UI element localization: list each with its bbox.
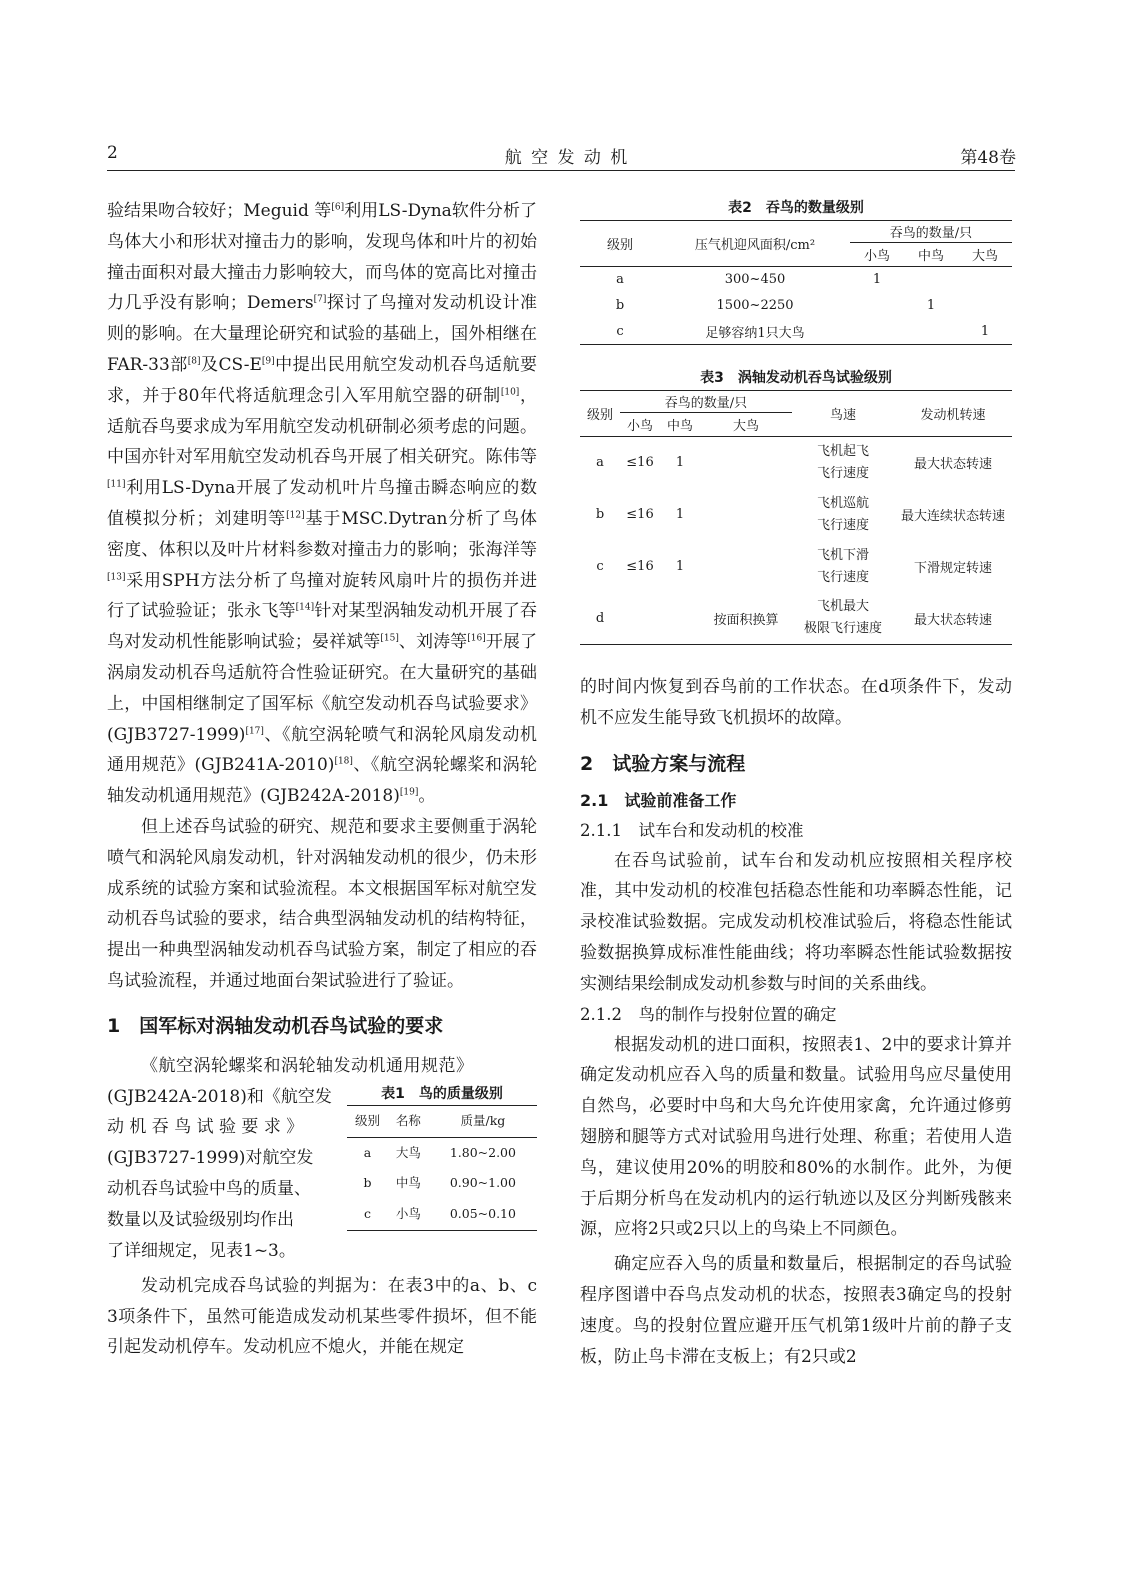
table-2-cell: 1 [926,298,936,313]
table-1-cell: c [363,1206,371,1222]
intro-text-run: 。 [418,786,436,807]
section-2-1-1-heading: 2.1.1 试车台和发动机的校准 [580,820,804,840]
left-column [107,196,537,1363]
paragraph-criteria-continued: 的时间内恢复到吞鸟前的工作状态。在d项条件下，发动机不应发生能导致飞机损坏的故障。 [580,677,1012,728]
table-2-cell: 1 [872,272,882,288]
table-3-cell: ≤16 [626,507,654,522]
table-1-header-level: 级别 [354,1112,380,1128]
table-3-cell: 1 [675,559,685,574]
table-2-cell [850,319,904,345]
citation-marker: [8] [187,356,201,367]
standards-line-1: 《航空涡轮螺桨和涡轮轴发动机通用规范》 [141,1055,474,1076]
section-2-heading: 2 试验方案与流程 [580,752,746,775]
table-1-header-mass: 质量/kg [460,1112,506,1128]
bird-speed-line-1: 飞机最大 [816,599,869,615]
table-2-cell [850,293,904,319]
table-2-cell: 1500~2250 [716,298,794,313]
table-3-header-speed: 鸟速 [792,391,894,437]
intro-text-run: ，适航吞鸟要求成为军用航空发动机研制必须考虑的问题。中国亦针对军用航空发动机吞鸟开展了相关研究。陈伟等 [107,385,538,468]
table-3-cell [700,437,792,489]
table-3-cell [792,593,894,645]
paragraph-criteria: 发动机完成吞鸟试验的判据为：在表3中的a、b、c 3项条件下，虽然可能造成发动机某些零件损坏，但不能引起发动机停车。发动机应不熄火，并能在规定 [107,1275,537,1358]
table-3-header-count: 吞鸟的数量/只 [620,391,792,413]
table-2-header-count: 吞鸟的数量/只 [850,221,1012,243]
table-2-cell [904,319,958,345]
table-3-cell: 最大连续状态转速 [900,509,1005,524]
table-1-cell: 1.80~2.00 [449,1144,516,1160]
table-3-cell: 下滑规定转速 [913,561,992,576]
table-3-cell: d [595,610,605,626]
table-1-caption: 表1 鸟的质量级别 [381,1085,503,1102]
table-2-cell [958,267,1012,293]
table-3-cell [792,541,894,593]
citation-marker: [18] [334,756,353,767]
intro-text-run: 利用LS-Dyna软件分析了鸟体大小和形状对撞击力的影响，发现鸟体和叶片的初始撞击面积对最大撞击力影响较大，而鸟体的宽高比对撞击力几乎没有影响；Demers [107,201,537,314]
paragraph-standards [107,1051,537,1267]
table-2 [580,196,1012,345]
citation-marker: [15] [380,633,399,644]
table-3-cell: ≤16 [626,559,654,574]
citation-marker: [10] [500,387,520,398]
table-3-header-medium: 中鸟 [666,419,693,434]
table-1-header-name: 名称 [395,1112,421,1128]
table-3-cell [700,489,792,541]
standards-line-6: 数量以及试验级别均作出 [107,1209,294,1230]
table-3-caption: 表3 涡轴发动机吞鸟试验级别 [700,370,892,386]
citation-marker: [11] [107,479,126,490]
table-2-header-large: 大鸟 [971,249,998,264]
standards-line-7: 了详细规定，见表1~3。 [107,1240,296,1261]
table-2-cell [958,293,1012,319]
table-2-header-area: 压气机迎风面积/cm² [660,221,850,267]
table-3-cell [792,489,894,541]
table-1-cell: a [363,1144,372,1160]
table-2-cell: c [616,323,624,339]
intro-text-run: 探讨了鸟撞对发动机设计准则的影响。在大量理论研究和试验的基础上，国外相继在FAR-33部 [107,293,538,375]
table-3-grid [580,390,1012,645]
intro-text-run: 、《航空涡轮螺桨和涡轮轴发动机通用规范》(GJB242A-2018) [107,755,538,807]
citation-marker: [16] [467,633,486,644]
standards-line-5: 动机吞鸟试验中鸟的质量、 [107,1178,311,1199]
intro-text-run: 针对某型涡轴发动机开展了吞鸟对发动机性能影响试验；晏祥斌等 [107,601,538,653]
header-rule [107,170,1015,171]
citation-marker: [6] [331,202,345,213]
table-1-cell: 0.90~1.00 [449,1175,516,1191]
standards-line-3: 动 机 吞 鸟 试 验 要 求 》 [107,1117,304,1138]
table-2-header-level: 级别 [580,221,660,267]
table-1-grid [347,1105,537,1231]
table-2-header-small: 小鸟 [863,249,890,264]
table-3-cell [792,437,894,489]
intro-text-run: 、刘涛等 [398,632,468,653]
intro-text-run: 验结果吻合较好；Meguid 等 [107,201,332,221]
right-column [580,672,1012,1372]
page-number: 2 [107,143,118,163]
table-1-cell: 0.05~0.10 [449,1206,516,1222]
bird-speed-line-1: 飞机巡航 [816,495,869,511]
intro-text-run: 开展了涡扇发动机吞鸟适航符合性验证研究。在大量研究的基础上，中国相继制定了国军标《航空发动机吞鸟试验要求》(GJB3727-1999) [107,632,538,745]
citation-marker: [7] [313,294,327,305]
citation-marker: [13] [107,571,126,582]
intro-text-run: 利用LS-Dyna开展了发动机叶片鸟撞击瞬态响应的数值模拟分析；刘建明等 [107,478,537,529]
table-1 [347,1083,537,1231]
bird-speed-line-1: 飞机起飞 [816,443,869,459]
table-3-cell: 按面积换算 [713,612,779,628]
table-1-cell: 中鸟 [395,1175,421,1191]
table-3-header-small: 小鸟 [626,419,653,434]
table-3-cell: 1 [675,507,685,522]
table-1-cell: 大鸟 [395,1144,421,1160]
paragraph-bird-preparation: 根据发动机的进口面积，按照表1、2中的要求计算并确定发动机应吞入鸟的质量和数量。试验用鸟应尽量使用自然鸟，必要时中鸟和大鸟允许使用家禽，允许通过修剪翅膀和腿等方式对试验用鸟进行处理、称重；若使用人造鸟，建议使用20%的明胶和80%的水制作。此外，为便于后期分析鸟在发动机内的运行轨迹以及区分判断残骸来源，应将2只或2只以上的鸟染上不同颜色。 [580,1034,1012,1240]
paragraph-launch-position: 确定应吞入鸟的质量和数量后，根据制定的吞鸟试验程序图谱中吞鸟点发动机的状态，按照表3确定鸟的投射速度。鸟的投射位置应避开压气机第1级叶片前的静子支板，防止鸟卡滞在支板上；有2只或2 [580,1254,1012,1367]
bird-speed-line-2: 飞行速度 [816,517,869,533]
table-3-cell: 最大状态转速 [913,612,992,628]
intro-text-run: 及CS-E [200,354,262,375]
table-3-cell: 1 [675,455,685,471]
table-3-cell [700,541,792,593]
table-2-cell: 300~450 [724,272,786,288]
intro-text-run: 、《航空涡轮喷气和涡轮风扇发动机通用规范》(GJB241A-2010) [107,724,537,776]
table-3-cell: a [596,455,604,471]
paragraph-motivation: 但上述吞鸟试验的研究、规范和要求主要侧重于涡轮喷气和涡轮风扇发动机，针对涡轴发动机的很少，仍未形成系统的试验方案和试验流程。本文根据国军标对航空发动机吞鸟试验的要求，结合典型涡轴发动机的结构特征，提出一种典型涡轴发动机吞鸟试验方案，制定了相应的吞鸟试验流程，并通过地面台架试验进行了验证。 [107,816,537,991]
standards-line-4: (GJB3727-1999)对航空发 [107,1148,314,1169]
citation-marker: [19] [399,787,419,798]
paragraph-calibration: 在吞鸟试验前，试车台和发动机应按照相关程序校准，其中发动机的校准包括稳态性能和功率瞬态性能，记录校准试验数据。完成发动机校准试验后，将稳态性能试验数据换算成标准性能曲线；将功率瞬态性能试验数据按实测结果绘制成发动机参数与时间的关系曲线。 [580,850,1012,994]
paragraph-intro [107,196,537,812]
journal-title: 航 空 发 动 机 [504,148,630,168]
table-3-cell [620,593,660,645]
citation-marker: [14] [295,602,315,613]
table-2-cell: 1 [980,323,990,339]
section-1-heading: 1 国军标对涡轴发动机吞鸟试验的要求 [107,1014,444,1037]
bird-speed-line-2: 飞行速度 [816,569,869,585]
citation-marker: [9] [261,356,275,367]
table-2-header-medium: 中鸟 [917,249,944,264]
bird-speed-line-2: 极限飞行速度 [803,621,882,637]
section-2-1-2-heading: 2.1.2 鸟的制作与投射位置的确定 [580,1004,837,1024]
table-2-cell: 足够容纳1只大鸟 [705,325,805,341]
table-3-cell: b [595,507,605,522]
intro-text-run: 采用SPH方法分析了鸟撞对旋转风扇叶片的损伤并进行了试验验证；张永飞等 [107,570,537,622]
bird-speed-line-2: 飞行速度 [816,465,869,481]
table-2-caption: 表2 吞鸟的数量级别 [728,200,864,216]
citation-marker: [12] [286,510,305,521]
intro-text-run: 基于MSC.Dytran分析了鸟体密度、体积以及叶片材料参数对撞击力的影响；张海洋等 [107,508,538,560]
standards-line-2: (GJB242A-2018)和《航空发 [107,1086,332,1107]
table-3-cell: ≤16 [626,455,654,471]
table-2-grid [580,220,1012,345]
table-3-cell [660,593,700,645]
bird-speed-line-1: 飞机下滑 [816,547,869,563]
citation-marker: [17] [245,725,264,736]
table-3-header-rpm: 发动机转速 [894,391,1012,437]
table-3 [580,366,1012,645]
table-1-cell: b [363,1175,372,1191]
intro-text-run: 中提出民用航空发动机吞鸟适航要求，并于80年代将适航理念引入军用航空器的研制 [107,354,537,406]
table-2-cell: b [615,298,625,313]
table-3-header-large: 大鸟 [732,419,759,434]
table-3-cell: 最大状态转速 [913,457,992,473]
table-3-header-level: 级别 [580,391,620,437]
section-2-1-heading: 2.1 试验前准备工作 [580,790,737,810]
table-2-cell [904,267,958,293]
table-1-cell: 小鸟 [395,1206,421,1222]
table-3-cell: c [596,559,604,574]
volume-label: 第48卷 [960,148,1016,168]
table-2-cell: a [616,272,624,288]
